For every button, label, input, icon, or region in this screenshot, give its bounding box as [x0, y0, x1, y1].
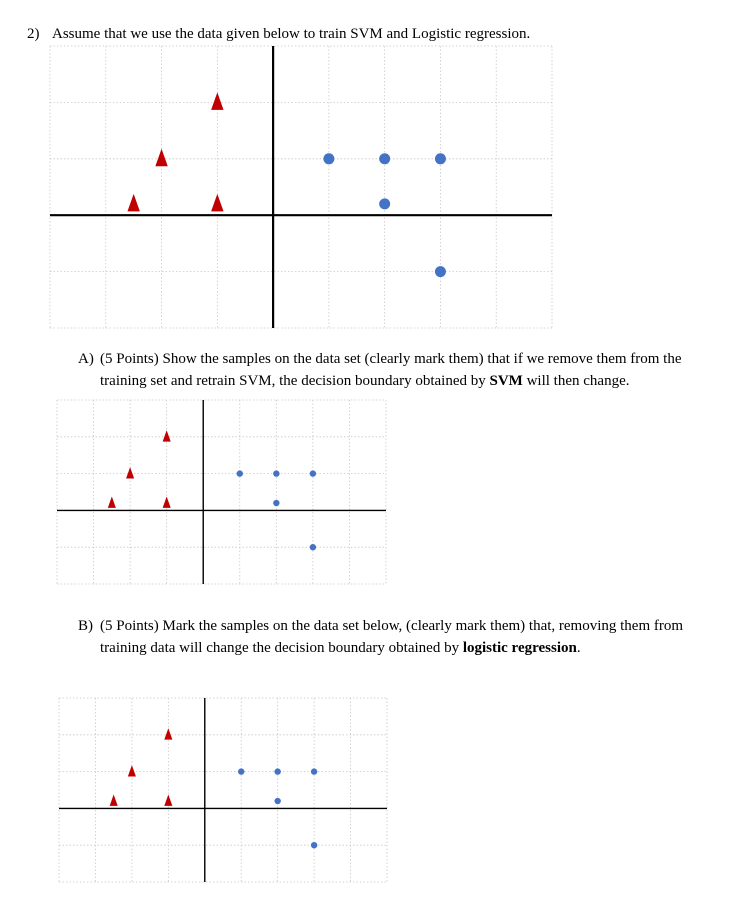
- question-text: Assume that we use the data given below to train SVM and Logistic regression.: [52, 26, 531, 42]
- part-b-label: B): [78, 618, 93, 634]
- part-a-label: A): [78, 351, 94, 367]
- part-b-text: (5 Points) Mark the samples on the data set below, (clearly mark them) that, removing them from training data will change the decision boundary obtained by: [100, 618, 684, 656]
- triangle-marker: [163, 497, 171, 508]
- triangle-marker: [127, 194, 139, 212]
- triangle-marker: [108, 497, 116, 508]
- triangle-marker: [211, 194, 223, 212]
- triangle-marker: [155, 149, 167, 167]
- triangle-marker: [164, 728, 172, 739]
- part-a-text: (5 Points) Show the samples on the data set (clearly mark them) that if we remove them from the training set and retrain SVM, the decision boundary obtained by: [100, 351, 682, 389]
- triangle-marker: [126, 467, 134, 478]
- main-scatter-plot: [50, 46, 552, 328]
- grid-lines: [50, 46, 552, 328]
- triangle-marker: [110, 795, 118, 806]
- circle-marker: [273, 470, 279, 476]
- circle-marker: [237, 470, 243, 476]
- circle-marker: [379, 153, 390, 164]
- triangle-marker: [128, 765, 136, 776]
- circle-marker: [238, 768, 244, 774]
- grid-lines: [57, 400, 386, 584]
- circle-marker: [273, 500, 279, 506]
- circle-marker: [435, 266, 446, 277]
- question-title: [27, 26, 530, 43]
- circle-marker: [274, 798, 280, 804]
- grid-lines: [59, 698, 387, 882]
- part-b-prompt: [78, 615, 728, 659]
- circle-marker: [311, 768, 317, 774]
- question-number: 2): [27, 26, 40, 42]
- circle-marker: [310, 470, 316, 476]
- triangle-marker: [163, 430, 171, 441]
- part-b-emphasis: logistic regression: [462, 640, 577, 656]
- part-a-emphasis: SVM: [489, 373, 523, 389]
- part-b-text-end: .: [576, 640, 581, 656]
- triangle-marker: [211, 92, 223, 110]
- circle-marker: [310, 544, 316, 550]
- part-a-text-end: will then change.: [522, 373, 630, 389]
- part-a-scatter-plot: [57, 400, 386, 584]
- part-a-prompt: [78, 348, 728, 392]
- circle-marker: [274, 768, 280, 774]
- part-b-scatter-plot: [59, 698, 387, 882]
- triangle-marker: [164, 795, 172, 806]
- circle-marker: [435, 153, 446, 164]
- circle-marker: [311, 842, 317, 848]
- circle-marker: [379, 198, 390, 209]
- circle-marker: [323, 153, 334, 164]
